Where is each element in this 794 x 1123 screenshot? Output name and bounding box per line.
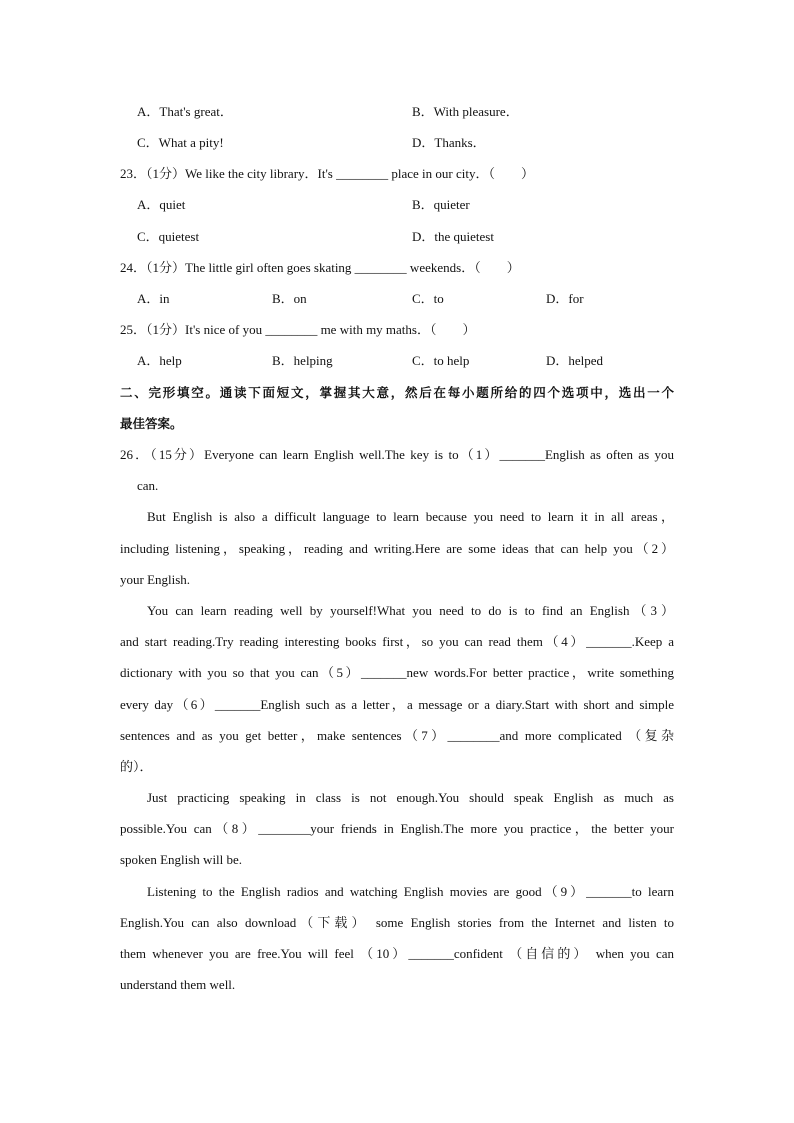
q24-options-row — [0, 289, 794, 309]
section-heading-text-2: 最佳答案。 — [120, 416, 183, 431]
q25-stem-text: 25．（1分）It's nice of you ________ me with my maths．（ ） — [120, 322, 476, 337]
q26-line-15 — [0, 882, 794, 902]
q26-line-text: your English. — [120, 572, 191, 587]
q26-line-3 — [0, 507, 794, 527]
section-heading-line-2 — [0, 414, 794, 434]
q22-option-b: B．With pleasure． — [412, 104, 519, 119]
q26-line-text: understand them well. — [120, 977, 236, 992]
q24-stem — [0, 258, 794, 278]
q22-options-row-1 — [0, 102, 794, 122]
q24-option-a: A．in — [137, 291, 170, 306]
q26-line-text: 26．（15分）Everyone can learn English well.The key is to（1）_______English as often as you — [120, 447, 674, 462]
q23-option-b: B．quieter — [412, 197, 470, 212]
q26-line-5 — [0, 570, 794, 590]
q23-options-row-2 — [0, 227, 794, 247]
q26-line-text: 的）． — [120, 759, 153, 774]
q26-line-text: dictionary with you so that you can（5）_______new words.For better practice，write something — [120, 665, 674, 680]
q26-line-text: them whenever you are free.You will feel （10）_______confident （自信的） when you can — [120, 946, 674, 961]
q22-option-a: A．That's great． — [137, 104, 233, 119]
q26-line-text: sentences and as you get better，make sentences（7）________and more complicated （复杂 — [120, 728, 674, 743]
q22-option-d: D．Thanks． — [412, 135, 486, 150]
q26-line-text: every day（6）_______English such as a letter，a message or a diary.Start with short and simple — [120, 697, 674, 712]
q26-line-11 — [0, 757, 794, 777]
q23-option-c: C．quietest — [137, 229, 200, 244]
q23-options-row-1 — [0, 195, 794, 215]
q23-stem-text: 23．（1分）We like the city library．It's ________ place in our city．（ ） — [120, 166, 534, 181]
q24-stem-text: 24．（1分）The little girl often goes skating ________ weekends．（ ） — [120, 260, 520, 275]
q25-option-b: B．helping — [272, 353, 333, 368]
q23-stem — [0, 164, 794, 184]
q26-line-10 — [0, 726, 794, 746]
q25-stem — [0, 320, 794, 340]
q26-line-text: can. — [137, 478, 159, 493]
q22-options-row-2 — [0, 133, 794, 153]
q25-option-d: D．helped — [546, 353, 604, 368]
q26-line-text: including listening，speaking，reading and writing.Here are some ideas that can help you（2） — [120, 541, 674, 556]
q26-line-6 — [0, 601, 794, 621]
q26-line-2 — [0, 476, 794, 496]
q26-line-13 — [0, 819, 794, 839]
q26-line-text: Just practicing speaking in class is not enough.You should speak English as much as — [147, 790, 674, 805]
q24-option-b: B．on — [272, 291, 307, 306]
q26-line-text: But English is also a difficult language to learn because you need to learn it in all areas， — [147, 509, 674, 524]
section-heading-line-1 — [0, 383, 794, 403]
q26-line-16 — [0, 913, 794, 933]
q26-line-text: possible.You can（8）________your friends in English.The more you practice，the better your — [120, 821, 674, 836]
q26-line-4 — [0, 539, 794, 559]
q26-line-12 — [0, 788, 794, 808]
q24-option-c: C．to — [412, 291, 444, 306]
q23-option-d: D．the quietest — [412, 229, 494, 244]
section-heading-text-1: 二、完形填空。通读下面短文，掌握其大意，然后在每小题所给的四个选项中，选出一个 — [120, 385, 674, 400]
q26-line-8 — [0, 663, 794, 683]
q26-line-text: and start reading.Try reading interesting books first，so you can read them（4）_______.Keep a — [120, 634, 674, 649]
q26-line-text: Listening to the English radios and watching English movies are good（9）_______to learn — [147, 884, 674, 899]
q25-options-row — [0, 351, 794, 371]
q26-line-14 — [0, 850, 794, 870]
q26-line-17 — [0, 944, 794, 964]
q23-option-a: A．quiet — [137, 197, 186, 212]
q26-line-text: English.You can also download（下载） some English stories from the Internet and listen to — [120, 915, 674, 930]
q25-option-c: C．to help — [412, 353, 470, 368]
q26-line-9 — [0, 695, 794, 715]
q22-option-c: C．What a pity! — [137, 135, 224, 150]
q26-line-1 — [0, 445, 794, 465]
q24-option-d: D．for — [546, 291, 584, 306]
q26-line-text: spoken English will be. — [120, 852, 243, 867]
q26-line-18 — [0, 975, 794, 995]
q25-option-a: A．help — [137, 353, 182, 368]
q26-line-text: You can learn reading well by yourself!What you need to do is to find an English（3） — [147, 603, 674, 618]
q26-line-7 — [0, 632, 794, 652]
